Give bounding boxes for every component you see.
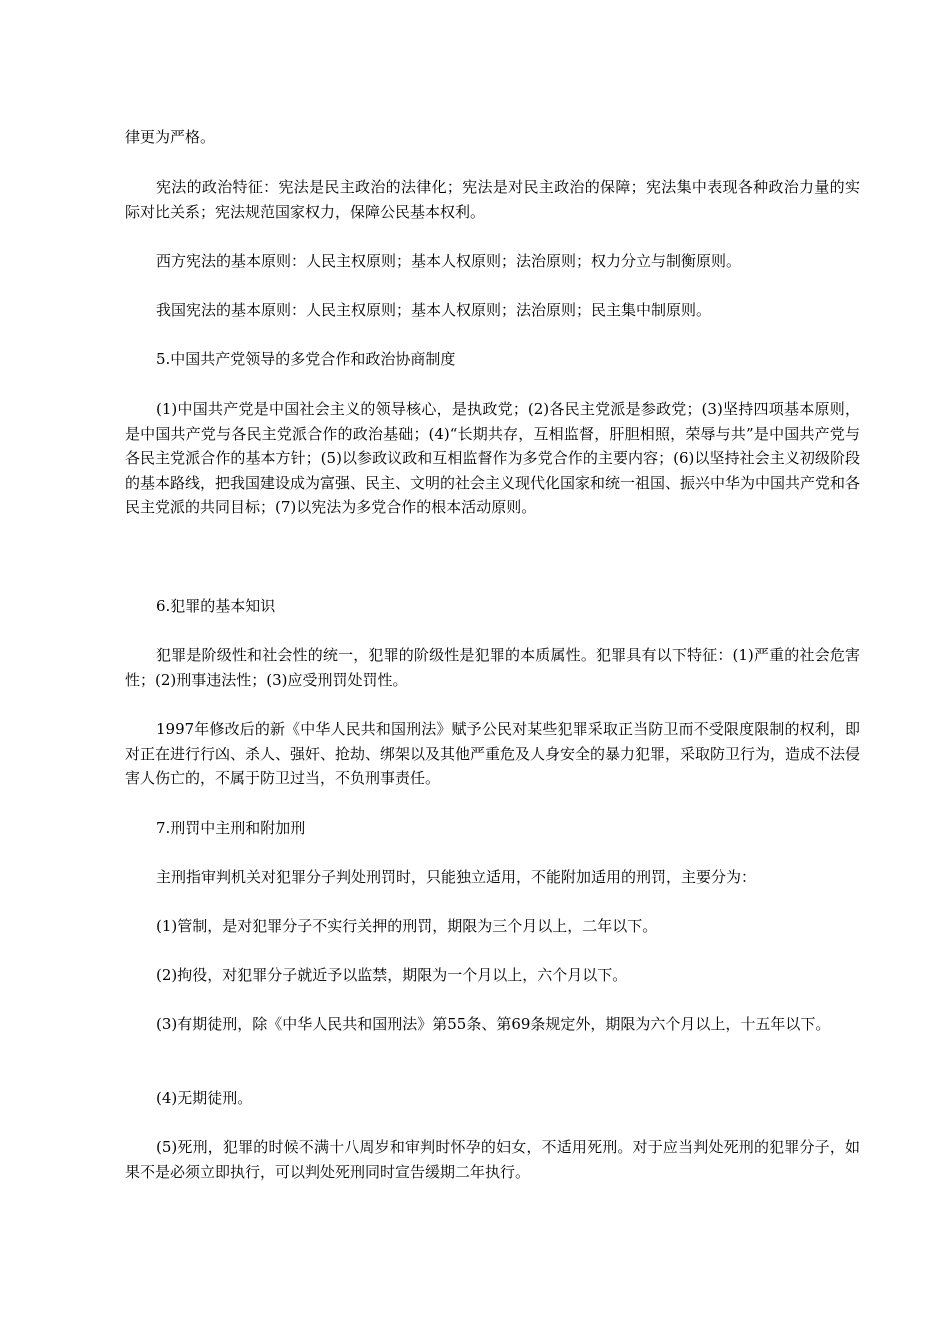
paragraph-self-defense: 1997年修改后的新《中华人民共和国刑法》赋予公民对某些犯罪采取正当防卫而不受限度限制的权利，即对正在进行行凶、杀人、强奸、抢劫、绑架以及其他严重危及人身安全的暴力犯罪，采取防卫行为，造成不法侵害人伤亡的，不属于防卫过当，不负刑事责任。 — [125, 720, 861, 787]
list-item-detention: (2)拘役，对犯罪分子就近予以监禁，期限为一个月以上，六个月以下。 — [156, 966, 628, 984]
list-item-fixed-term-imprisonment: (3)有期徒刑，除《中华人民共和国刑法》第55条、第69条规定外，期限为六个月以上，十五年以下。 — [156, 1015, 831, 1033]
paragraph-continuation: 律更为严格。 — [125, 128, 216, 146]
paragraph-western-constitution-principles: 西方宪法的基本原则：人民主权原则；基本人权原则；法治原则；权力分立与制衡原则。 — [156, 252, 742, 270]
list-item-control: (1)管制，是对犯罪分子不实行关押的刑罚，期限为三个月以上，二年以下。 — [156, 917, 658, 935]
section-heading-7: 7.刑罚中主刑和附加刑 — [156, 819, 306, 837]
paragraph-china-constitution-principles: 我国宪法的基本原则：人民主权原则；基本人权原则；法治原则；民主集中制原则。 — [156, 301, 712, 319]
section-heading-5: 5.中国共产党领导的多党合作和政治协商制度 — [156, 350, 456, 368]
paragraph-crime-features: 犯罪是阶级性和社会性的统一，犯罪的阶级性是犯罪的本质属性。犯罪具有以下特征：(1)严重的社会危害性；(2)刑事违法性；(3)应受刑罚处罚性。 — [125, 646, 860, 689]
paragraph-multiparty-cooperation: (1)中国共产党是中国社会主义的领导核心，是执政党；(2)各民主党派是参政党；(3)坚持四项基本原则，是中国共产党与各民主党派合作的政治基础；(4)“长期共存，互相监督，肝胆相照，荣辱与共”是中国共产党与各民主党派合作的基本方针；(5)以参政议政和互相监督作为多党合作的主要内容；(6)以坚持社会主义初级阶段的基本路线，把我国建设成为富强、民主、文明的社会主义现代化国家和统一祖国、振兴中华为中国共产党和各民主党派的共同目标；(7)以宪法为多党合作的根本活动原则。 — [125, 400, 861, 516]
list-item-death-penalty: (5)死刑，犯罪的时候不满十八周岁和审判时怀孕的妇女，不适用死刑。对于应当判处死刑的犯罪分子，如果不是必须立即执行，可以判处死刑同时宣告缓期二年执行。 — [125, 1138, 860, 1181]
list-item-life-imprisonment: (4)无期徒刑。 — [156, 1089, 253, 1107]
section-heading-6: 6.犯罪的基本知识 — [156, 597, 276, 615]
paragraph-principal-penalty: 主刑指审判机关对犯罪分子判处刑罚时，只能独立适用，不能附加适用的刑罚，主要分为： — [156, 868, 757, 886]
paragraph-constitution-political-features: 宪法的政治特征：宪法是民主政治的法律化；宪法是对民主政治的保障；宪法集中表现各种政治力量的实际对比关系；宪法规范国家权力，保障公民基本权利。 — [125, 178, 860, 221]
